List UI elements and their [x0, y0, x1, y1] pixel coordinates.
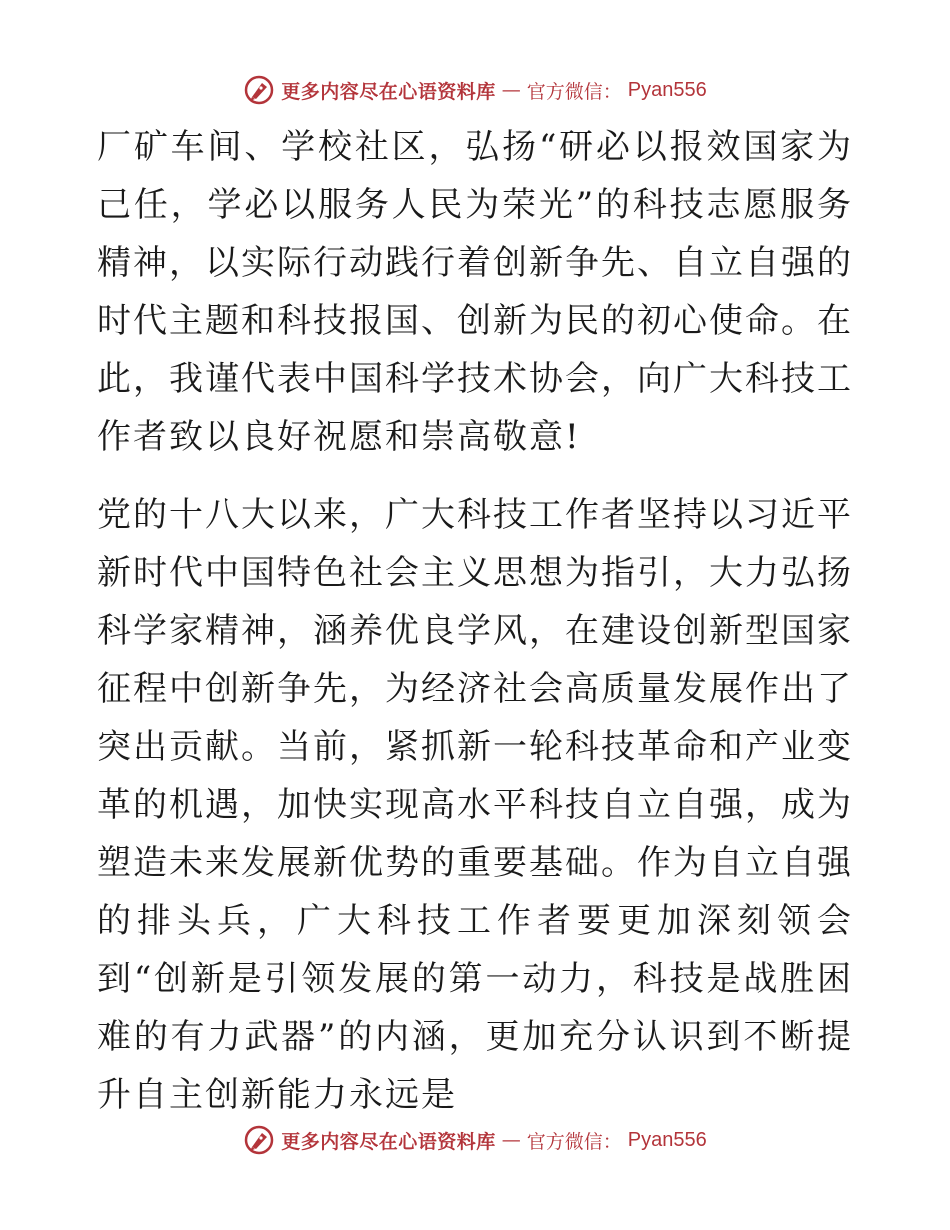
footer-site-name: 更多内容尽在心语资料库 [281, 1130, 496, 1153]
paragraph-2: 党的十八大以来，广大科技工作者坚持以习近平新时代中国特色社会主义思想为指引，大力弘扬科学家精神，涵养优良学风，在建设创新型国家征程中创新争先，为经济社会高质量发展作出了突出贡献。当前，紧抓新一轮科技革命和产业变革的机遇，加快实现高水平科技自立自强，成为塑造未来发展新优势的重要基础。作为自立自强的排头兵，广大科技工作者要更加深刻领会到“创新是引领发展的第一动力，科技是战胜困难的有力武器”的内涵，更加充分认识到不断提升自主创新能力永远是 [97, 495, 853, 1115]
footer-wechat-label: 官方微信： [526, 1130, 622, 1153]
footer-dash: — [501, 1129, 521, 1151]
header-dash: — [501, 79, 521, 101]
document-body [97, 118, 853, 1124]
pen-nib-logo-icon [243, 1124, 275, 1156]
paragraph-1: 厂矿车间、学校社区，弘扬“研必以报效国家为己任，学必以服务人民为荣光”的科技志愿服务精神，以实际行动践行着创新争先、自立自强的时代主题和科技报国、创新为民的初心使命。在此，我谨代表中国科学技术协会，向广大科技工作者致以良好祝愿和崇高敬意! [97, 127, 853, 457]
footer-banner-content [243, 1124, 707, 1156]
header-wechat-label: 官方微信： [526, 80, 622, 103]
footer-wechat-id: Pyan556 [627, 1128, 707, 1151]
header-banner-content [243, 74, 707, 106]
header-watermark-banner [0, 70, 950, 110]
footer-watermark-banner [0, 1120, 950, 1160]
header-wechat-id: Pyan556 [627, 78, 707, 101]
pen-nib-logo-icon [243, 74, 275, 106]
header-site-name: 更多内容尽在心语资料库 [281, 80, 496, 103]
